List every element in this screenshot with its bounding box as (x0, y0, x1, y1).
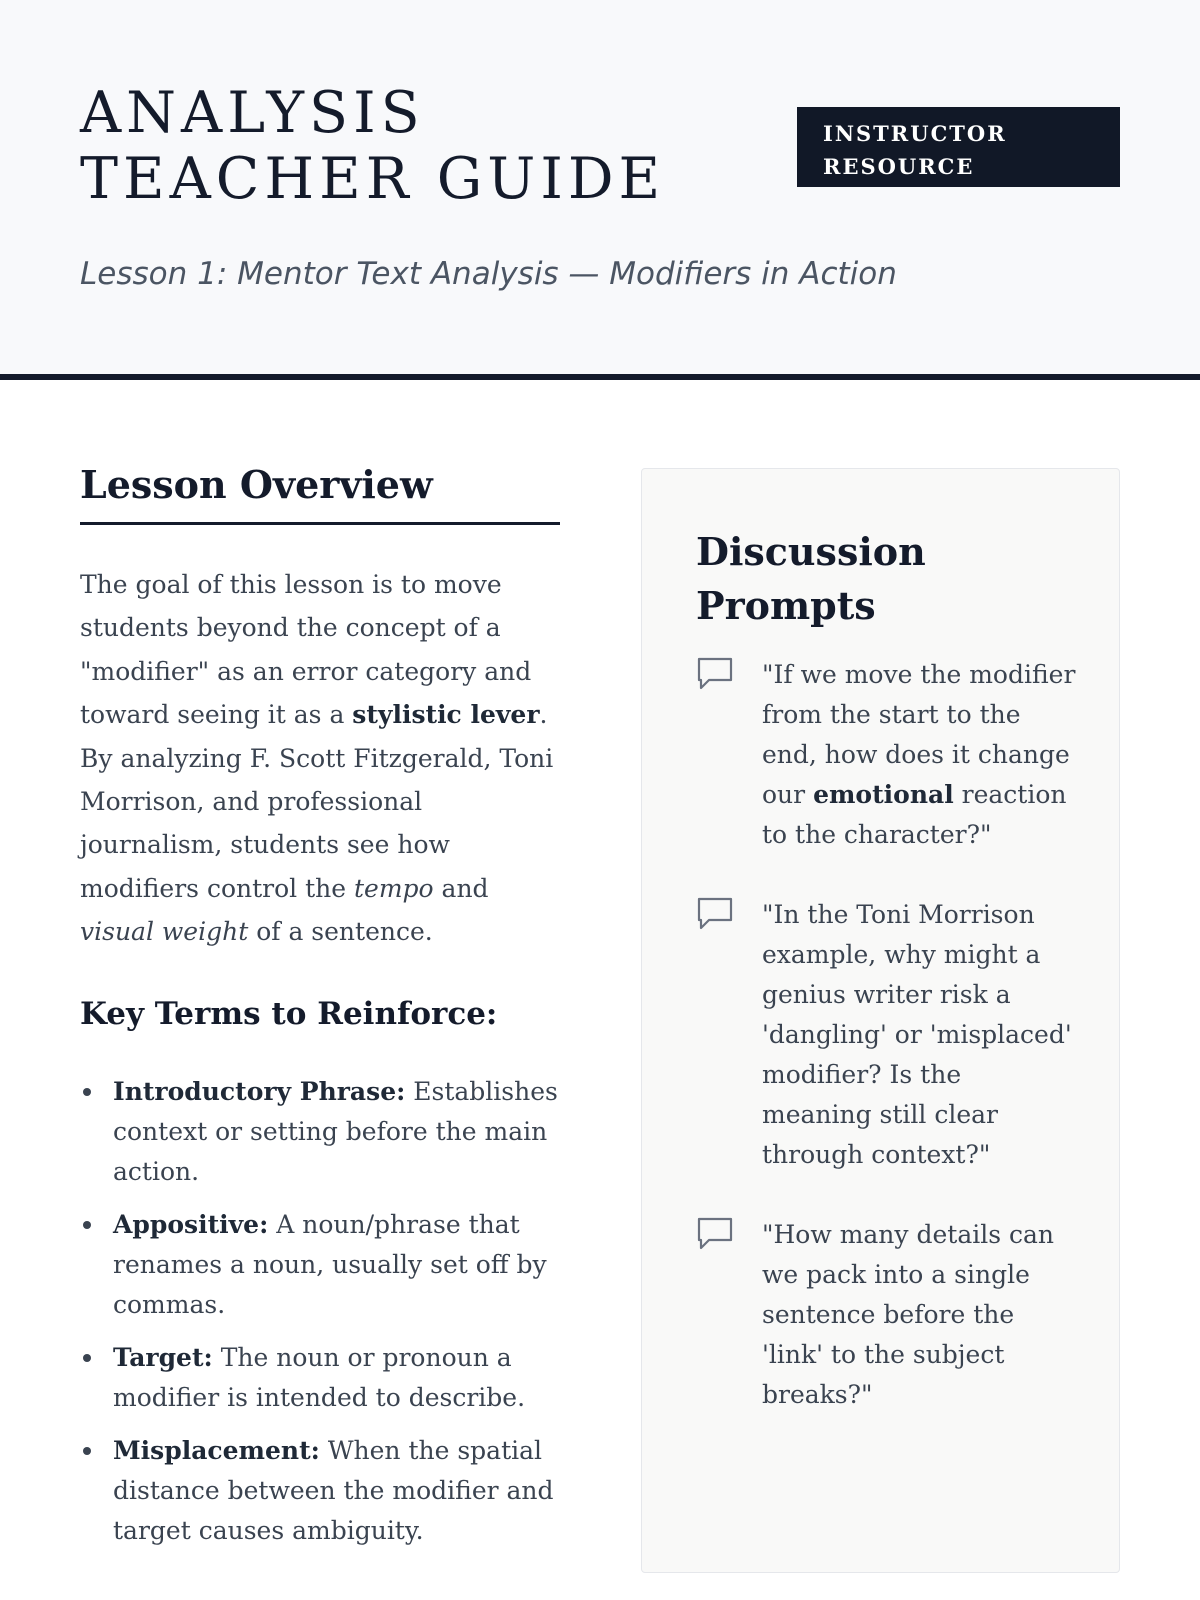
prompt-text: "In the Toni Morrison example, why might a genius writer risk a 'dangling' or 'misplaced' modifier? Is the meaning still clear through context?" (762, 900, 1072, 1169)
prompt-text: "If we move the modifier from the start to the end, how does it change our (762, 660, 1076, 809)
term-name: Introductory Phrase: (113, 1076, 406, 1106)
instructor-resource-badge: INSTRUCTOR RESOURCE (797, 107, 1120, 187)
list-item (80, 1205, 562, 1325)
page-header (0, 0, 1200, 380)
bullet-icon (83, 1447, 91, 1455)
overview-text-part: of a sentence. (248, 917, 433, 947)
term-definition: The noun or pronoun a modifier is intended to describe. (113, 1342, 526, 1412)
prompt-emphasis: emotional (813, 780, 954, 809)
overview-text-part: . By analyzing F. Scott Fitzgerald, Toni Morrison, and professional journalism, students see how modifiers control the (80, 700, 554, 903)
discussion-heading (696, 525, 936, 633)
overview-paragraph (80, 563, 562, 954)
discussion-prompt (696, 1215, 1076, 1415)
discussion-prompt (696, 655, 1076, 855)
bullet-icon (83, 1221, 91, 1229)
prompt-text: "How many details can we pack into a single sentence before the 'link' to the subject breaks?" (762, 1220, 1055, 1409)
prompt-list (696, 655, 1076, 1455)
overview-text-part: The goal of this lesson is to move students beyond the concept of a "modifier" as an error category and toward seeing it as a (80, 570, 532, 730)
lesson-overview-section (80, 460, 562, 1564)
overview-heading: Lesson Overview (80, 462, 433, 507)
overview-emphasis: stylistic lever (352, 700, 540, 730)
key-terms-list (80, 1072, 562, 1551)
prompt-text: reaction to the character?" (762, 780, 1067, 849)
term-name: Misplacement: (113, 1435, 320, 1465)
list-item (80, 1072, 562, 1192)
overview-text-part: and (433, 873, 489, 903)
term-name: Appositive: (113, 1209, 269, 1239)
discussion-prompts-card (641, 468, 1120, 1573)
term-definition: When the spatial distance between the modifier and target causes ambiguity. (113, 1435, 554, 1545)
heading-divider (80, 522, 560, 525)
term-name: Target: (113, 1342, 213, 1372)
chat-bubble-icon (696, 895, 734, 933)
list-item (80, 1431, 562, 1551)
document-title: ANALYSIS TEACHER GUIDE (80, 80, 666, 212)
chat-bubble-icon (696, 1215, 734, 1253)
term-definition: Establishes context or setting before the main action. (113, 1076, 558, 1186)
chat-bubble-icon (696, 655, 734, 693)
overview-italic: visual weight (80, 917, 249, 947)
key-terms-heading: Key Terms to Reinforce: (80, 995, 498, 1032)
term-definition: A noun/phrase that renames a noun, usually set off by commas. (113, 1209, 547, 1319)
bullet-icon (83, 1354, 91, 1362)
discussion-prompt (696, 895, 1076, 1175)
overview-italic: tempo (354, 873, 434, 903)
discussion-heading-text: Discussion Prompts (696, 529, 926, 628)
lesson-subtitle: Lesson 1: Mentor Text Analysis — Modifiers in Action (80, 256, 897, 292)
list-item (80, 1338, 562, 1418)
bullet-icon (83, 1088, 91, 1096)
